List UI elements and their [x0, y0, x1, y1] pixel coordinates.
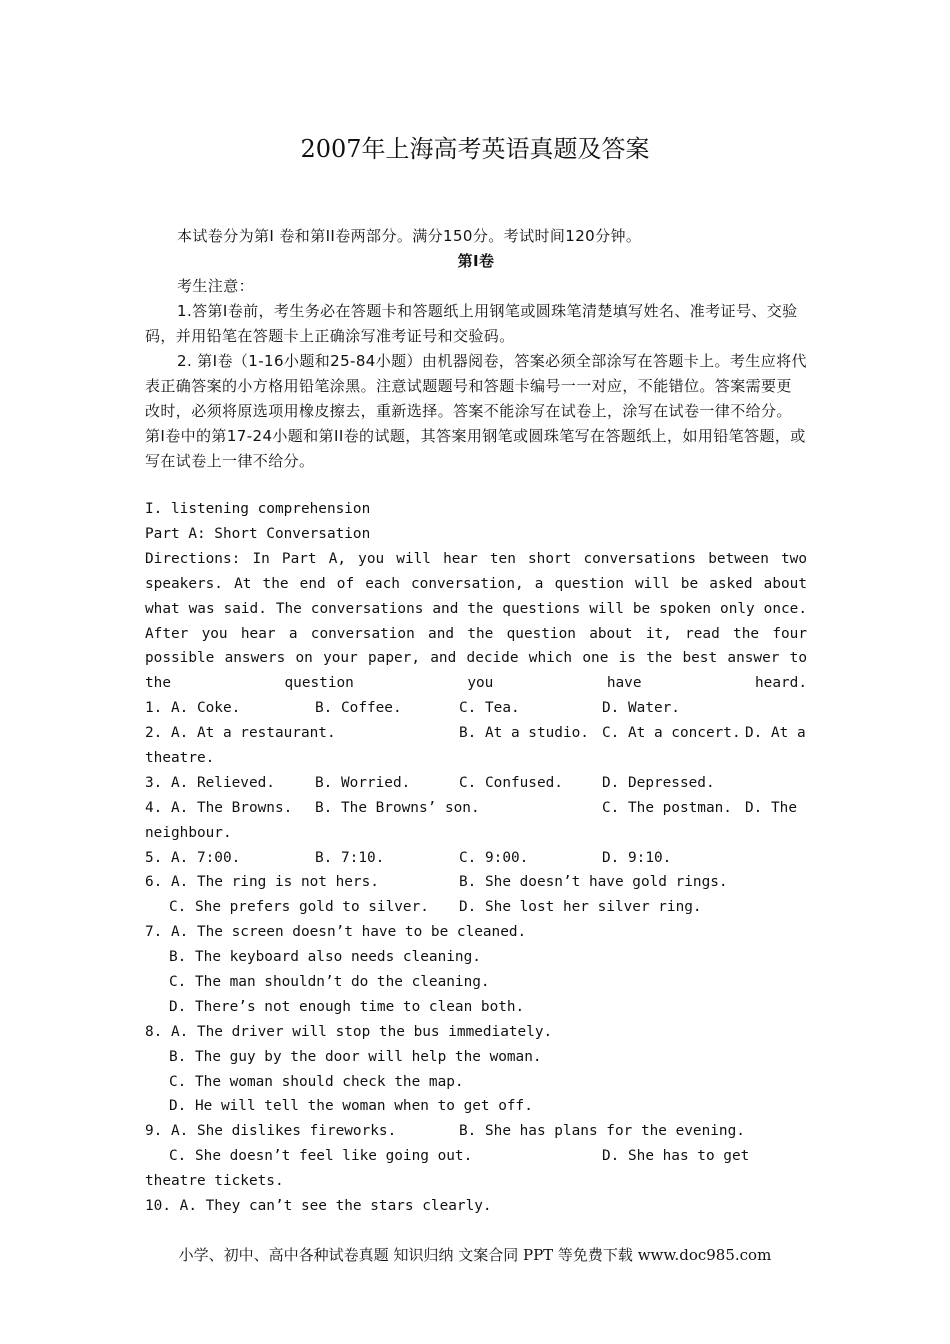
q2-option-d: D. At a [745, 725, 806, 742]
q8-option-c: C. The woman should check the map. [169, 1073, 464, 1090]
q1-option-d: D. Water. [602, 700, 680, 717]
notice-item-1: 1.答第Ⅰ卷前，考生务必在答题卡和答题纸上用钢笔或圆珠笔清楚填写姓名、准考证号、交验码，并用铅笔在答题卡上正确涂写准考证号和交验码。 [145, 302, 798, 345]
q7-row-b [145, 945, 807, 970]
intro-text: 本试卷分为第Ⅰ 卷和第II卷两部分。满分150分。考试时间120分钟。 [177, 227, 642, 245]
q3-option-b: B. Worried. [315, 774, 411, 791]
q3-option-a: 3. A. Relieved. [145, 774, 275, 791]
notice-label: 考生注意： [177, 277, 255, 295]
q9-option-c: C. She doesn’t feel like going out. [169, 1148, 473, 1165]
q5-option-a: 5. A. 7:00. [145, 849, 241, 866]
q7-option-b: B. The keyboard also needs cleaning. [169, 949, 481, 966]
question-1 [145, 696, 807, 721]
question-4-cont: neighbour. [145, 824, 232, 841]
question-9 [145, 1119, 807, 1144]
q7-row-c [145, 970, 807, 995]
q4-option-c: C. The postman. [602, 799, 732, 816]
q7-option-d: D. There’s not enough time to clean both. [169, 998, 525, 1015]
q3-option-d: D. Depressed. [602, 774, 715, 791]
q8-option-b: B. The guy by the door will help the woman. [169, 1048, 542, 1065]
partA-title: Part A: Short Conversation [145, 525, 371, 542]
page-title: 2007年上海高考英语真题及答案 [300, 135, 650, 163]
q5-option-c: C. 9:00. [459, 849, 529, 866]
notice-item-2: 2. 第Ⅰ卷（1-16小题和25-84小题）由机器阅卷，答案必须全部涂写在答题卡上。考生应将代表正确答案的小方格用铅笔涂黑。注意试题题号和答题卡编号一一对应，不能错位。答案需要更改时，必须将原选项用橡皮擦去，重新选择。答案不能涂写在试卷上，涂写在试卷一律不给分。第Ⅰ卷中的第17-24小题和第II卷的试题，其答案用钢笔或圆珠笔写在答题纸上，如用铅笔答题，或写在试卷上一律不给分。 [145, 352, 807, 470]
q7-row-d [145, 995, 807, 1020]
q2-option-a: 2. A. At a restaurant. [145, 725, 336, 742]
q5-option-d: D. 9:10. [602, 849, 672, 866]
q8-option-a: 8. A. The driver will stop the bus immediately. [145, 1023, 553, 1040]
q6-option-c: C. She prefers gold to silver. [169, 899, 429, 916]
q4-option-b: B. The Browns’ son. [315, 799, 480, 816]
question-7 [145, 920, 807, 945]
q2-option-c: C. At a concert. [602, 725, 741, 742]
q4-option-a: 4. A. The Browns. [145, 799, 293, 816]
listening-section [145, 497, 807, 1219]
q6-option-b: B. She doesn’t have gold rings. [459, 874, 728, 891]
q9-option-b: B. She has plans for the evening. [459, 1123, 745, 1140]
q8-row-c [145, 1070, 807, 1095]
question-8 [145, 1020, 807, 1045]
page-footer: 小学、初中、高中各种试卷真题 知识归纳 文案合同 PPT 等免费下载 www.doc985.com [178, 1246, 772, 1264]
q1-option-b: B. Coffee. [315, 700, 402, 717]
question-9-row2 [145, 1144, 807, 1169]
question-6 [145, 870, 807, 895]
directions-text: Directions: In Part A, you will hear ten short conversations between two speakers. At the end of each conversation, a question will be asked about what was said. The conversations and the questions will be spoken only once. After you hear a conversation and the question about it, read the four possible answers on your paper, and decide which one is the best answer to the question you have heard. [145, 550, 807, 692]
question-6-row2 [145, 895, 807, 920]
section-heading: 第Ⅰ卷 [457, 252, 495, 270]
question-2 [145, 721, 807, 746]
part1-title: I. listening comprehension [145, 501, 371, 517]
question-5 [145, 846, 807, 871]
q6-option-d: D. She lost her silver ring. [459, 899, 702, 916]
question-10 [145, 1194, 807, 1219]
question-3 [145, 771, 807, 796]
q1-option-a: 1. A. Coke. [145, 700, 241, 717]
q9-option-a: 9. A. She dislikes fireworks. [145, 1123, 397, 1140]
q6-option-a: 6. A. The ring is not hers. [145, 874, 379, 891]
q8-option-d: D. He will tell the woman when to get off. [169, 1098, 533, 1115]
q10-option-a: 10. A. They can’t see the stars clearly. [145, 1198, 492, 1215]
q4-option-d: D. The [745, 799, 797, 816]
instructions-block [145, 224, 807, 474]
q3-option-c: C. Confused. [459, 774, 563, 791]
q5-option-b: B. 7:10. [315, 849, 385, 866]
q1-option-c: C. Tea. [459, 700, 520, 717]
q7-option-a: 7. A. The screen doesn’t have to be cleaned. [145, 924, 527, 941]
q7-option-c: C. The man shouldn’t do the cleaning. [169, 974, 490, 991]
question-4 [145, 796, 807, 821]
q8-row-d [145, 1094, 807, 1119]
q2-option-b: B. At a studio. [459, 725, 589, 742]
question-2-cont: theatre. [145, 750, 215, 766]
q8-row-b [145, 1045, 807, 1070]
question-9-cont: theatre tickets. [145, 1173, 284, 1190]
q9-option-d: D. She has to get [602, 1148, 750, 1165]
